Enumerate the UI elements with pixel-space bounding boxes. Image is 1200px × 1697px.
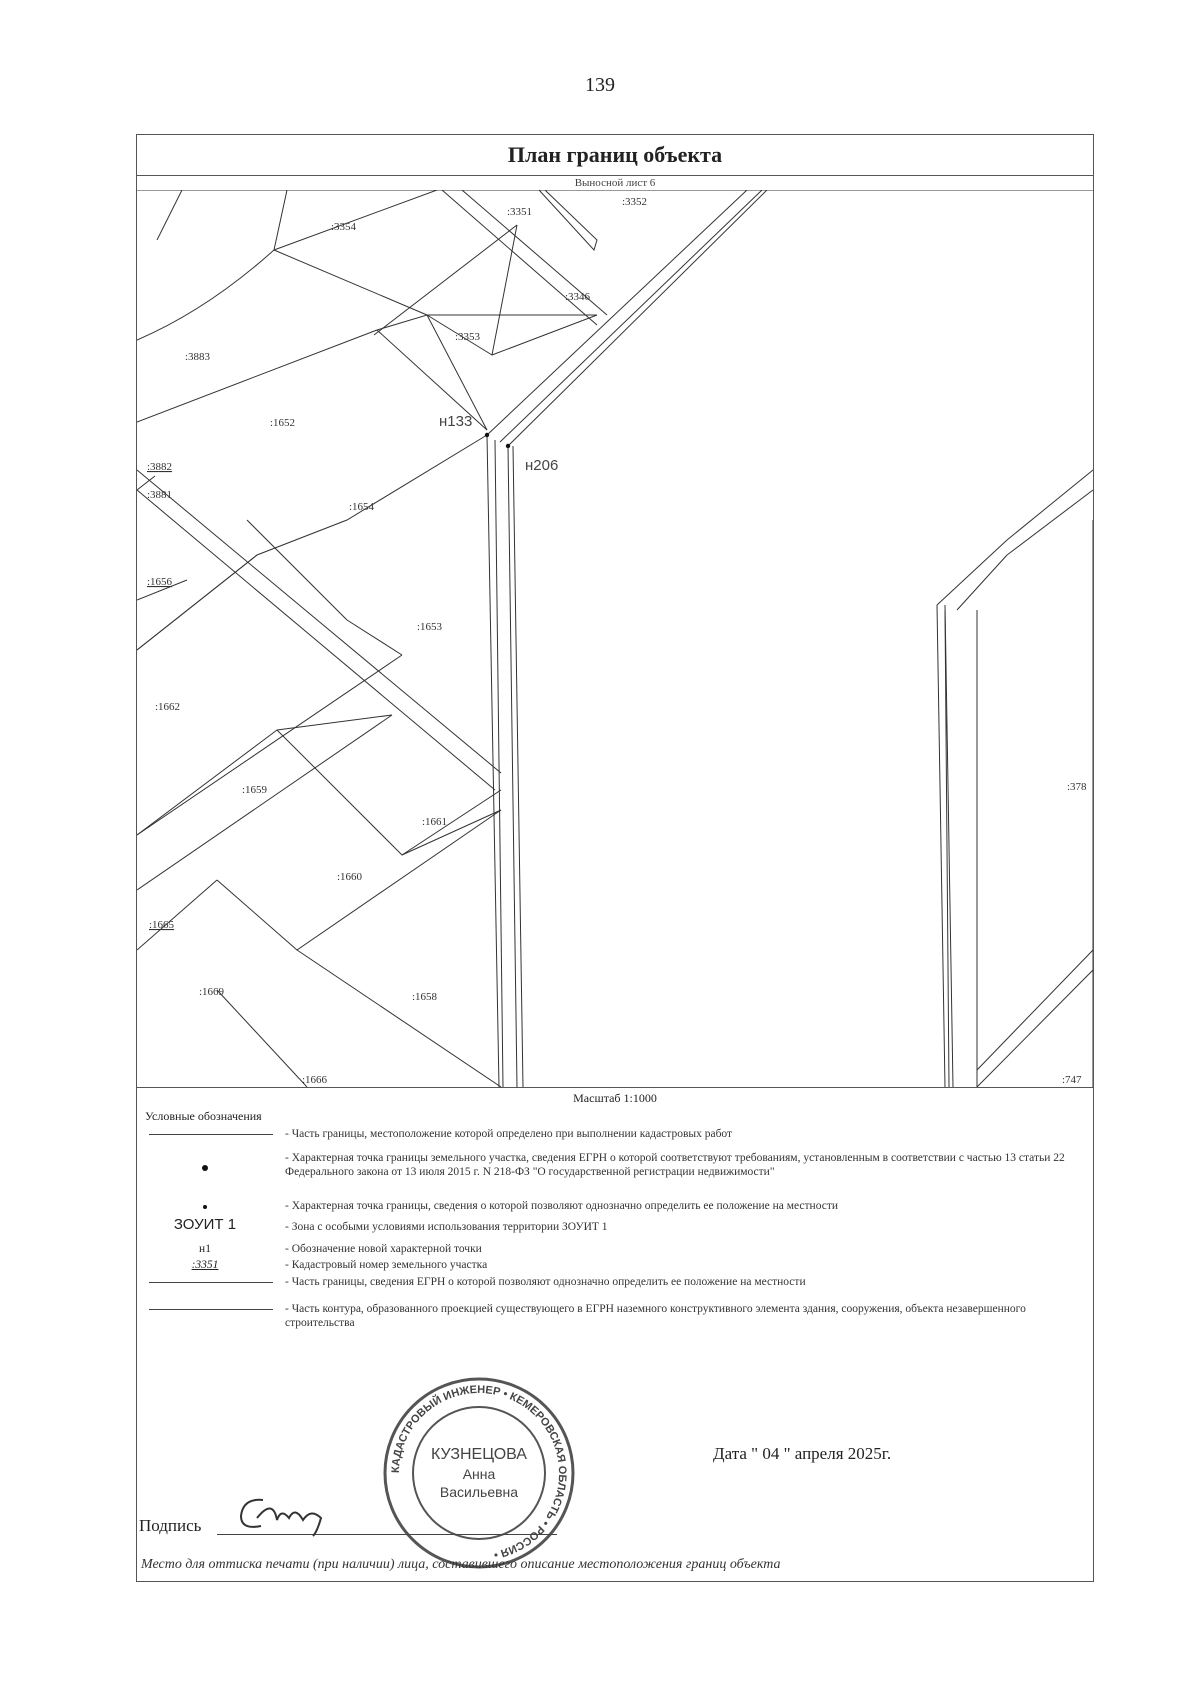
parcel-label: :747 <box>1062 1074 1082 1086</box>
small-point-dot-icon <box>203 1205 207 1209</box>
parcel-label: :3883 <box>185 351 211 363</box>
stamp-first-name: Анна <box>462 1466 496 1482</box>
cadastral-map <box>137 190 1093 1087</box>
parcel-label: :3882 <box>147 461 173 473</box>
point-dot-icon <box>202 1165 208 1171</box>
parcel-label: :3881 <box>147 489 173 501</box>
parcel-label: :3354 <box>331 221 357 233</box>
parcel-label: :1653 <box>417 621 443 633</box>
boundary-plan-frame: План границ объекта Выносной лист 6 :3354 :3351 :3352 :3346 :3353 :3883 :1652 :3882 :3881 :1654 :1656 :1653 :1662 :1659 :1661 :1660 :1665 :1669 :1658 :1666 :378 :747 н133 н206 Масштаб 1:1000 Условные обозначения - Часть границы, местоположение которой определено при выполнении кадастровых работ - Характерная точка границы земельного участка, сведения ЕГРН о которой соответствуют требованиям, установленным в соответствии с частью 13 статьи 22 Федерального закона от 13 июля 2015 г. N 218-ФЗ "О государственной регистрации недвижимости" - Характерная точка границы, сведения о которой позволяют однозначно определить ее положение на местности ЗОУИТ 1 - Зона с особыми условиями использования территории ЗОУИТ 1 н1 - Обозначение новой характерной точки :3351 - Кадастровый номер земельного участка - Часть границы, сведения ЕГРН о которой позволяют однозначно определить ее положение на местности - Часть контура, образованного проекцией существующего в ЕГРН наземного конструктивного элемента здания, сооружения, объекта незавершенного строительства Дата " 04 " апреля 2025г. КАДАСТРОВЫЙ ИНЖЕНЕР • КЕМЕРОВСКАЯ ОБЛАСТЬ • РОССИЯ • КУЗНЕЦОВА Анна Васильевна Подпись Место для оттиска печати (при наличии) лица, составившего описание местоположения границ объекта <box>136 134 1094 1582</box>
svg-text:КАДАСТРОВЫЙ ИНЖЕНЕР • КЕМЕРОВС: КАДАСТРОВЫЙ ИНЖЕНЕР • КЕМЕРОВСКАЯ ОБЛАСТЬ • РОССИЯ • <box>389 1383 569 1561</box>
parcel-label: :1654 <box>349 501 375 513</box>
parcel-label: :3353 <box>455 331 481 343</box>
signature-label: Подпись <box>139 1516 202 1535</box>
parcel-label: :1665 <box>149 919 175 931</box>
legend-title: Условные обозначения <box>145 1109 262 1123</box>
point-label: н206 <box>525 457 559 474</box>
scale-label: Масштаб 1:1000 <box>137 1087 1093 1110</box>
legend-line-symbol <box>149 1282 273 1283</box>
stamp-middle-name: Васильевна <box>439 1484 519 1500</box>
plan-title: План границ объекта <box>137 135 1093 176</box>
cadastral-map-drawing <box>137 190 1093 1087</box>
stamp-caption: Место для оттиска печати (при наличии) лица, составившего описание местоположения границ объекта <box>141 1557 781 1572</box>
stamp-name: КУЗНЕЦОВА <box>431 1446 527 1463</box>
parcel-label: :1652 <box>270 417 296 429</box>
official-stamp <box>381 1375 577 1571</box>
date-text: Дата " 04 " апреля 2025г. <box>713 1444 892 1463</box>
legend-line-symbol <box>149 1309 273 1310</box>
boundary-point <box>485 433 489 437</box>
parcel-label: :1658 <box>412 991 438 1003</box>
legend-line-symbol <box>149 1134 273 1135</box>
handwritten-signature <box>233 1488 343 1538</box>
parcel-label: :1662 <box>155 701 181 713</box>
parcel-label: :1659 <box>242 784 268 796</box>
parcel-label: :3351 <box>507 206 533 218</box>
point-label: н133 <box>439 413 473 430</box>
parcel-label: :1660 <box>337 871 363 883</box>
page-number: 139 <box>585 74 615 96</box>
sheet-label: Выносной лист 6 <box>574 177 656 189</box>
boundary-point <box>506 444 510 448</box>
parcel-label: :3352 <box>622 196 648 208</box>
parcel-label: :1669 <box>199 986 225 998</box>
parcel-label: :378 <box>1067 781 1087 793</box>
parcel-label: :1661 <box>422 816 448 828</box>
parcel-label: :3346 <box>565 291 591 303</box>
parcel-label: :1666 <box>302 1074 328 1086</box>
parcel-label: :1656 <box>147 576 173 588</box>
